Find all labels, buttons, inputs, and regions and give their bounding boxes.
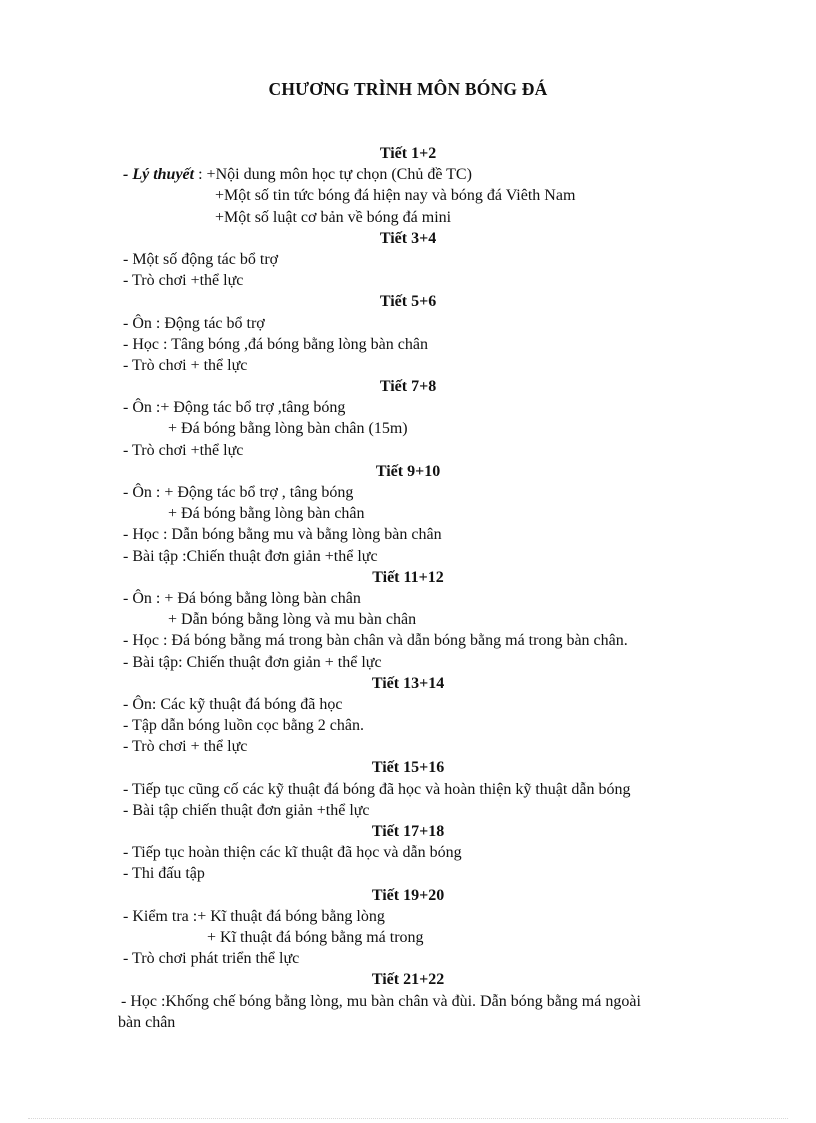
content-line: - Trò chơi + thể lực	[123, 738, 248, 756]
content-line: - Ôn: Các kỹ thuật đá bóng đã học	[123, 695, 343, 713]
lesson-heading: Tiết 13+14	[371, 674, 445, 692]
content-line: - Học : Tâng bóng ,đá bóng bằng lòng bàn chân	[123, 335, 428, 353]
content-line: - Học : Dẫn bóng bằng mu và bằng lòng bàn chân	[123, 526, 442, 544]
section-label: - Lý thuyết	[123, 166, 195, 184]
lesson-heading: Tiết 17+18	[371, 823, 445, 840]
content-line: - Bài tập: Chiến thuật đơn giản + thể lực	[123, 653, 382, 671]
line-text: : +Nội dung môn học tự chọn (Chủ đề TC)	[194, 166, 472, 184]
document-body	[0, 143, 816, 1033]
content-line: +Một số luật cơ bản về bóng đá mini	[215, 208, 452, 226]
content-line: - Tiếp tục cũng cố các kỹ thuật đá bóng đã học và hoàn thiện kỹ thuật dẫn bóng	[123, 780, 631, 798]
content-line: - Bài tập :Chiến thuật đơn giản +thể lực	[123, 547, 378, 565]
lesson-heading: Tiết 21+22	[371, 971, 445, 989]
lesson-heading: Tiết 19+20	[371, 886, 445, 904]
content-line: - Bài tập chiến thuật đơn giản +thể lực	[123, 801, 370, 819]
lesson-heading: Tiết 1+2	[379, 145, 437, 162]
content-line: - Trò chơi phát triển thể lực	[123, 950, 300, 968]
content-line: + Đá bóng bằng lòng bàn chân	[168, 505, 365, 523]
lesson-heading: Tiết 3+4	[379, 229, 437, 247]
lesson-heading: Tiết 15+16	[371, 759, 445, 777]
content-line: - Trò chơi +thể lực	[123, 272, 244, 290]
content-line: + Dẫn bóng bằng lòng và mu bàn chân	[168, 611, 417, 629]
content-line: - Học : Đá bóng bằng má trong bàn chân và dẫn bóng bằng má trong bàn chân.	[123, 632, 628, 650]
content-line: - Một số động tác bổ trợ	[123, 250, 279, 268]
content-line: - Ôn : + Động tác bổ trợ , tâng bóng	[123, 484, 354, 501]
content-line: - Trò chơi + thể lực	[123, 356, 248, 374]
content-line: - Học :Khống chế bóng bằng lòng, mu bàn chân và đùi. Dẫn bóng bằng má ngoài	[121, 992, 641, 1010]
lesson-heading: Tiết 5+6	[379, 293, 437, 311]
content-line: - Kiểm tra :+ Kĩ thuật đá bóng bằng lòng	[123, 907, 385, 925]
content-line: + Kĩ thuật đá bóng bằng má trong	[207, 928, 424, 946]
lesson-heading: Tiết 7+8	[379, 378, 437, 396]
content-line: - Tiếp tục hoàn thiện các kĩ thuật đã học và dẫn bóng	[123, 844, 462, 862]
content-line: - Ôn :+ Động tác bổ trợ ,tâng bóng	[123, 399, 346, 417]
content-line: bàn chân	[118, 1013, 176, 1031]
content-line: - Trò chơi +thể lực	[123, 441, 244, 459]
lesson-heading: Tiết 9+10	[375, 462, 441, 480]
content-line	[0, 164, 816, 185]
content-line: - Ôn : + Đá bóng bằng lòng bàn chân	[123, 589, 361, 607]
content-line: - Thi đấu tập	[123, 865, 205, 883]
content-line: + Đá bóng bằng lòng bàn chân (15m)	[168, 420, 408, 438]
page-bottom-rule	[28, 1118, 788, 1119]
content-line: - Tập dẫn bóng luồn cọc bằng 2 chân.	[123, 717, 364, 735]
content-line: +Một số tin tức bóng đá hiện nay và bóng đá Viêth Nam	[215, 187, 576, 205]
page-title: CHƯƠNG TRÌNH MÔN BÓNG ĐÁ	[268, 79, 548, 99]
lesson-heading: Tiết 11+12	[372, 568, 444, 586]
content-line: - Ôn : Động tác bổ trợ	[123, 314, 265, 332]
